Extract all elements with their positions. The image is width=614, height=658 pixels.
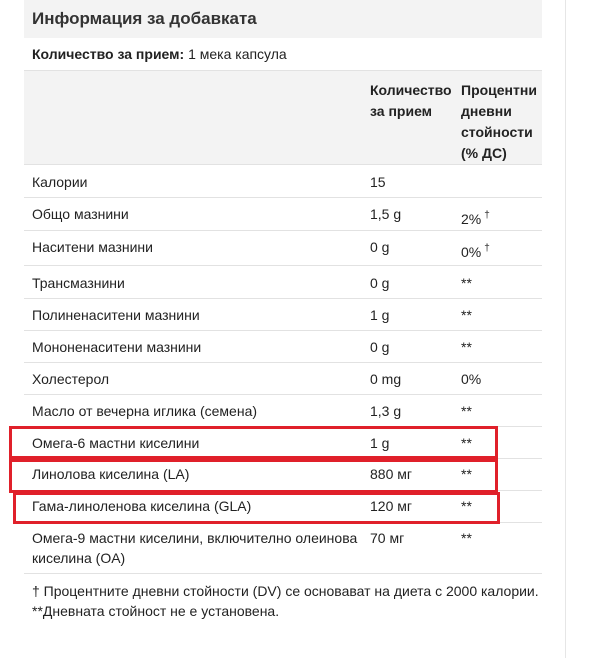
dagger-mark: † [484, 243, 490, 254]
serving-size [32, 46, 287, 62]
column-header-row [24, 71, 542, 165]
nutrient-amount: 0 g [370, 339, 390, 355]
nutrient-daily-value: 0% † [461, 243, 490, 260]
panel-header [24, 0, 542, 39]
nutrient-amount: 1,5 g [370, 206, 402, 222]
nutrient-name: Калории [32, 174, 88, 190]
nutrient-daily-value: ** [461, 403, 472, 419]
nutrient-row-cholesterol [24, 363, 542, 395]
column-header-amount: Количество за прием [370, 82, 452, 119]
serving-size-row [24, 38, 542, 71]
nutrient-name: Наситени мазнини [32, 239, 153, 255]
nutrient-name: Мононенаситени мазнини [32, 339, 202, 355]
nutrient-daily-value: 0% [461, 371, 482, 387]
nutrient-daily-value: ** [461, 498, 472, 514]
nutrient-name: Холестерол [32, 371, 110, 387]
nutrient-name: Линолова киселина (LA) [32, 466, 190, 482]
nutrient-daily-value: 2% † [461, 210, 490, 227]
nutrient-daily-value: ** [461, 275, 472, 291]
nutrient-daily-value: ** [461, 435, 472, 451]
daily-value-footnote: † Процентните дневни стойности (DV) се основават на диета с 2000 калории. [32, 583, 539, 599]
highlight-box-linoleic-acid [9, 459, 498, 493]
nutrient-daily-value: ** [461, 530, 472, 546]
nutrient-daily-value: ** [461, 466, 472, 482]
nutrient-amount: 0 g [370, 275, 390, 291]
nutrient-name: Гама-линоленова киселина (GLA) [32, 498, 252, 514]
nutrient-amount: 15 [370, 174, 386, 190]
nutrient-name: Трансмазнини [32, 275, 125, 291]
footnotes [32, 581, 542, 621]
nutrient-row-total-fat [24, 198, 542, 231]
nutrient-name: Омега-6 мастни киселини [32, 435, 200, 451]
nutrient-daily-value: ** [461, 339, 472, 355]
nutrient-amount: 880 мг [370, 466, 412, 482]
nutrient-amount: 1 g [370, 435, 390, 451]
panel-title: Информация за добавката [32, 9, 257, 28]
highlight-box-omega-6 [9, 426, 498, 459]
nutrient-daily-value: ** [461, 307, 472, 323]
page-divider [565, 0, 566, 658]
highlight-box-gamma-linolenic-acid [13, 492, 500, 524]
nutrient-row-trans-fat [24, 266, 542, 299]
nutrient-amount: 1,3 g [370, 403, 402, 419]
nutrient-name: Омега-9 мастни киселини, включително олеинова киселина (OA) [32, 530, 358, 566]
nutrient-row-polyunsaturated-fat [24, 299, 542, 331]
nutrient-amount: 0 mg [370, 371, 402, 387]
nutrient-row-omega-9 [24, 523, 542, 574]
nutrient-row-evening-primrose-oil [24, 395, 542, 427]
nutrient-name: Полиненаситени мазнини [32, 307, 200, 323]
column-header-daily-value: Процентни дневни стойности (% ДС) [461, 82, 537, 161]
nutrient-row-calories [24, 165, 542, 198]
nutrient-row-saturated-fat [24, 231, 542, 266]
nutrient-row-monounsaturated-fat [24, 331, 542, 363]
dagger-mark: † [484, 210, 490, 221]
nutrient-amount: 1 g [370, 307, 390, 323]
nutrient-amount: 70 мг [370, 530, 405, 546]
serving-size-label: Количество за прием: [32, 46, 185, 62]
serving-size-value: 1 мека капсула [188, 46, 287, 62]
supplement-facts-panel [24, 0, 542, 658]
nutrient-amount: 120 мг [370, 498, 412, 514]
nutrient-name: Масло от вечерна иглика (семена) [32, 403, 258, 419]
nutrient-amount: 0 g [370, 239, 390, 255]
nutrient-name: Общо мазнини [32, 206, 129, 222]
not-established-footnote: **Дневната стойност не е установена. [32, 603, 280, 619]
